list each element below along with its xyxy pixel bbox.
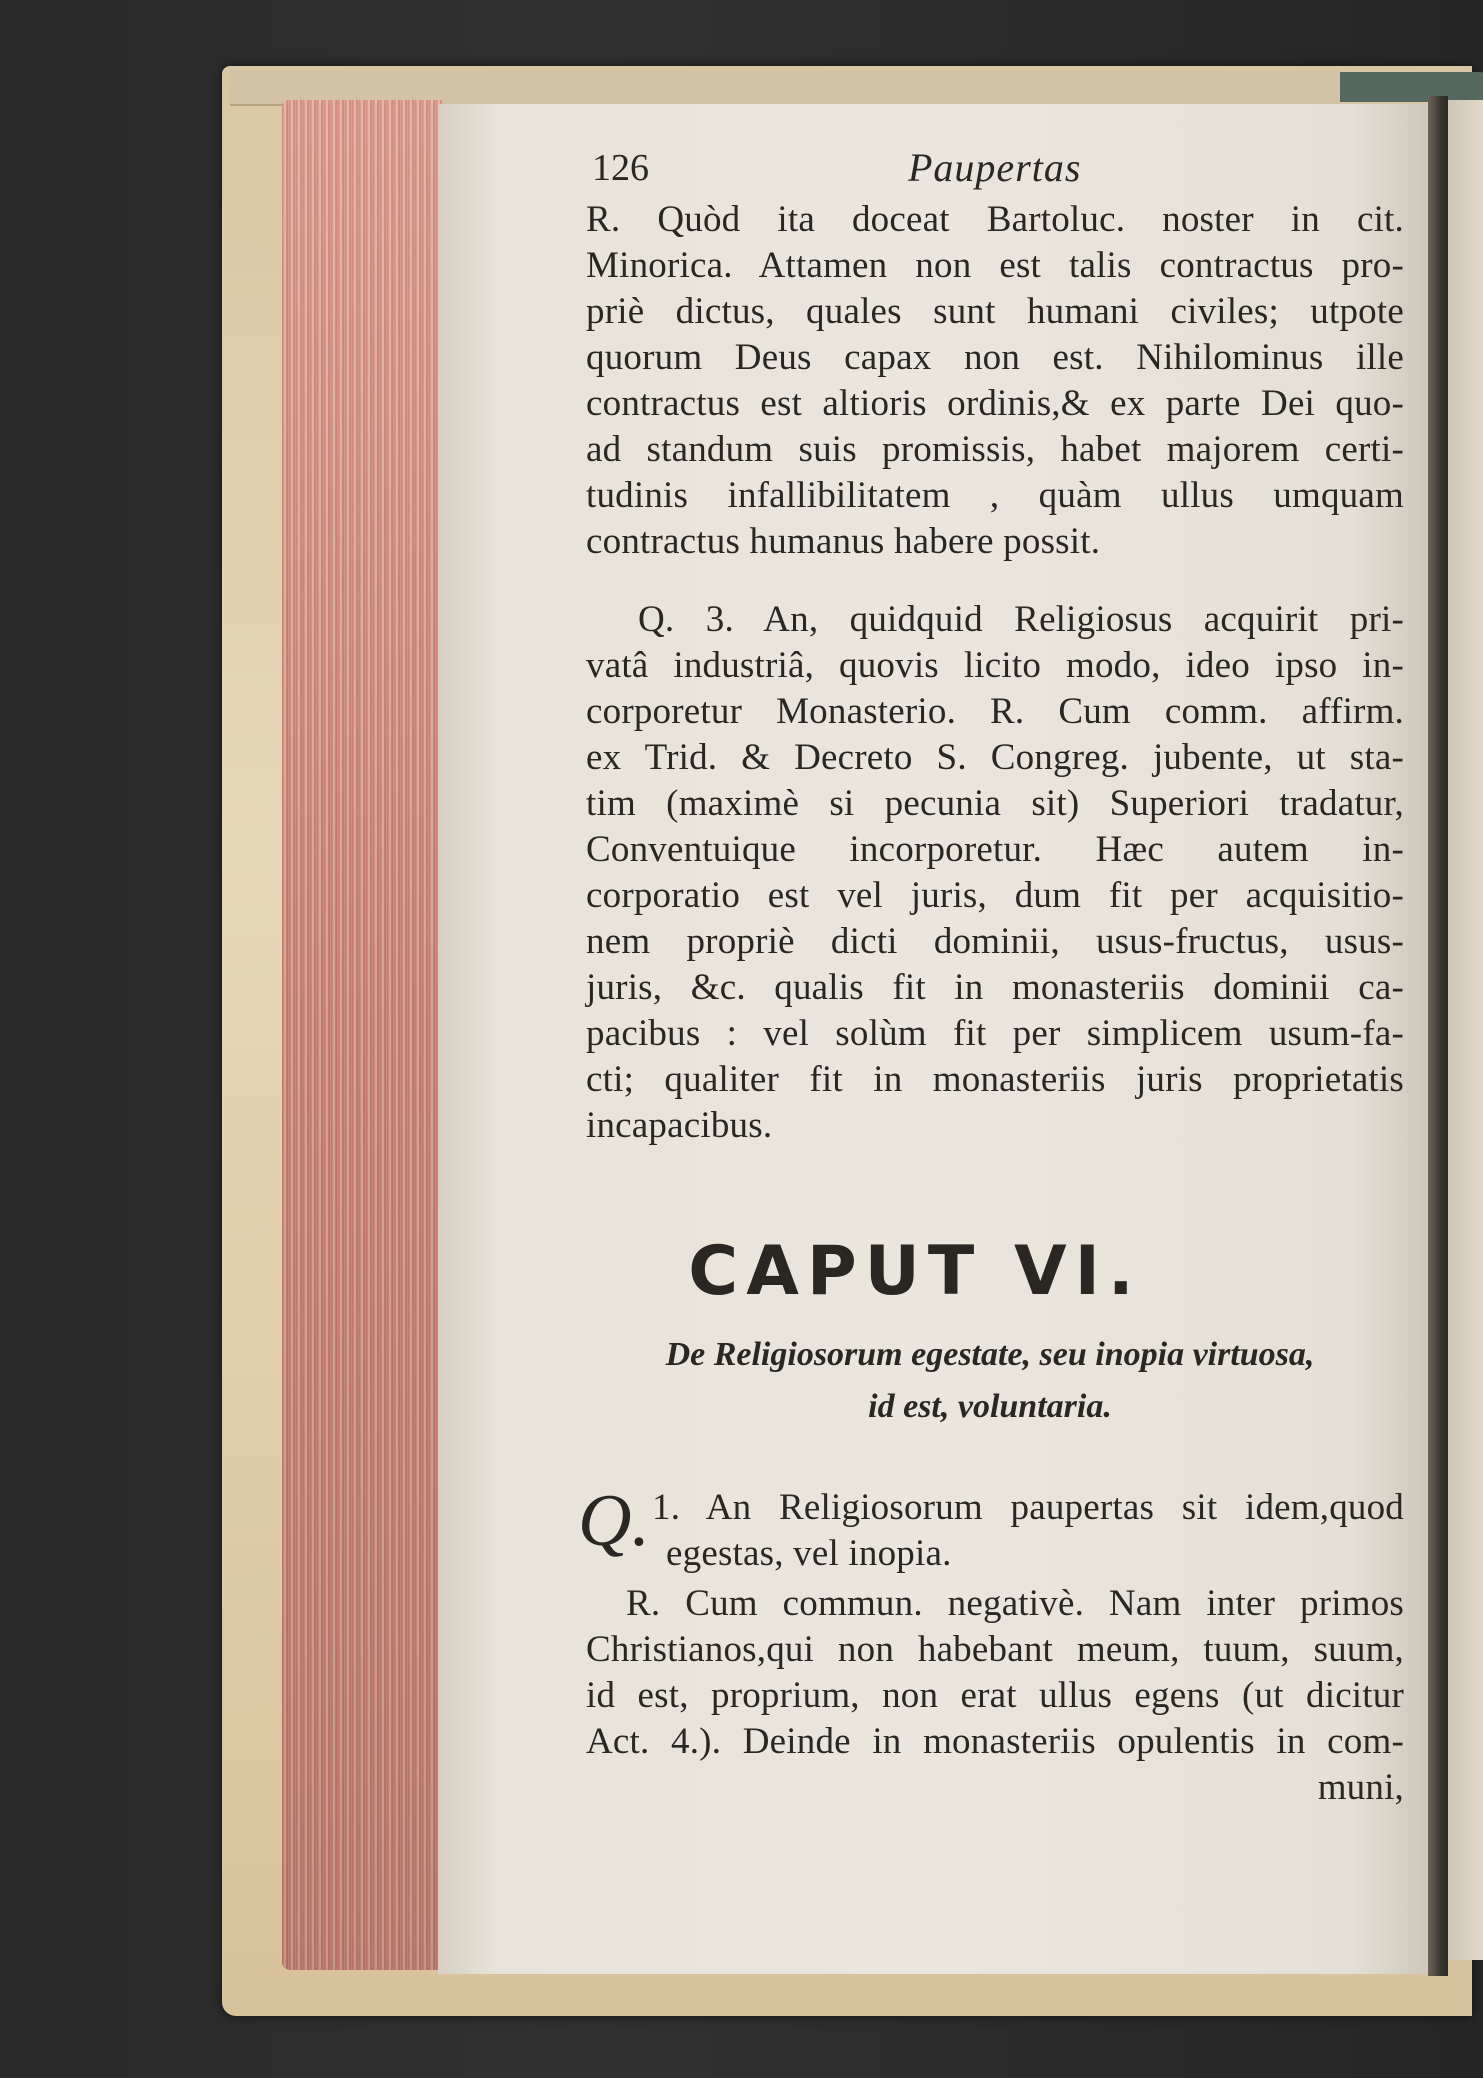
page-number: 126: [592, 147, 649, 189]
chapter-subtitle-line-1: De Religiosorum egestate, seu inopia virtuosa,: [665, 1336, 1315, 1373]
binding-strip: [1320, 72, 1483, 102]
text-line: Conventuique incorporetur. Hæc autem in-: [586, 829, 1404, 870]
text-line: priè dictus, quales sunt humani civiles; utpote: [586, 291, 1404, 332]
text-line: egestas, vel inopia.: [666, 1533, 952, 1574]
text-line: 1. An Religiosorum paupertas sit idem,quod: [652, 1487, 1404, 1528]
text-line: quorum Deus capax non est. Nihilominus ille: [586, 337, 1404, 378]
text-line: juris, &c. qualis fit in monasteriis dominii ca-: [586, 967, 1404, 1008]
text-line: ex Trid. & Decreto S. Congreg. jubente, ut sta-: [586, 737, 1404, 778]
text-line: id est, proprium, non erat ullus egens (ut dicitur: [586, 1675, 1404, 1716]
facing-page-edge: [1448, 100, 1483, 1960]
page-edges-shading: [282, 100, 442, 1970]
text-line: Act. 4.). Deinde in monasteriis opulentis in com-: [586, 1721, 1404, 1762]
text-line: cti; qualiter fit in monasteriis juris proprietatis: [586, 1059, 1404, 1100]
text-line: corporetur Monasterio. R. Cum comm. affirm.: [586, 691, 1404, 732]
drop-cap: Q.: [578, 1480, 650, 1562]
chapter-heading: CAPUT VI.: [688, 1232, 1142, 1311]
text-line: corporatio est vel juris, dum fit per acquisitio-: [586, 875, 1404, 916]
text-line: Minorica. Attamen non est talis contractus pro-: [586, 245, 1404, 286]
text-line: contractus est altioris ordinis,& ex parte Dei quo-: [586, 383, 1404, 424]
text-line: Q. 3. An, quidquid Religiosus acquirit pri-: [638, 599, 1404, 640]
text-line: pacibus : vel solùm fit per simplicem usum-fa-: [586, 1013, 1404, 1054]
text-line: contractus humanus habere possit.: [586, 521, 1101, 562]
running-title: Paupertas: [908, 145, 1082, 190]
text-line: tim (maximè si pecunia sit) Superiori tradatur,: [586, 783, 1404, 824]
page-gutter: [1428, 96, 1448, 1976]
text-line: nem propriè dicti dominii, usus-fructus, usus-: [586, 921, 1404, 962]
text-line: muni,: [1317, 1767, 1404, 1808]
text-line: incapacibus.: [586, 1105, 773, 1146]
text-line: R. Cum commun. negativè. Nam inter primos: [626, 1583, 1404, 1624]
text-line: tudinis infallibilitatem , quàm ullus umquam: [586, 475, 1404, 516]
text-line: R. Quòd ita doceat Bartoluc. noster in cit.: [586, 199, 1404, 240]
text-line: vatâ industriâ, quovis licito modo, ideo ipso in-: [586, 645, 1404, 686]
text-line: ad standum suis promissis, habet majorem certi-: [586, 429, 1404, 470]
chapter-subtitle-line-2: id est, voluntaria.: [868, 1388, 1112, 1425]
text-line: Christianos,qui non habebant meum, tuum, suum,: [586, 1629, 1404, 1670]
